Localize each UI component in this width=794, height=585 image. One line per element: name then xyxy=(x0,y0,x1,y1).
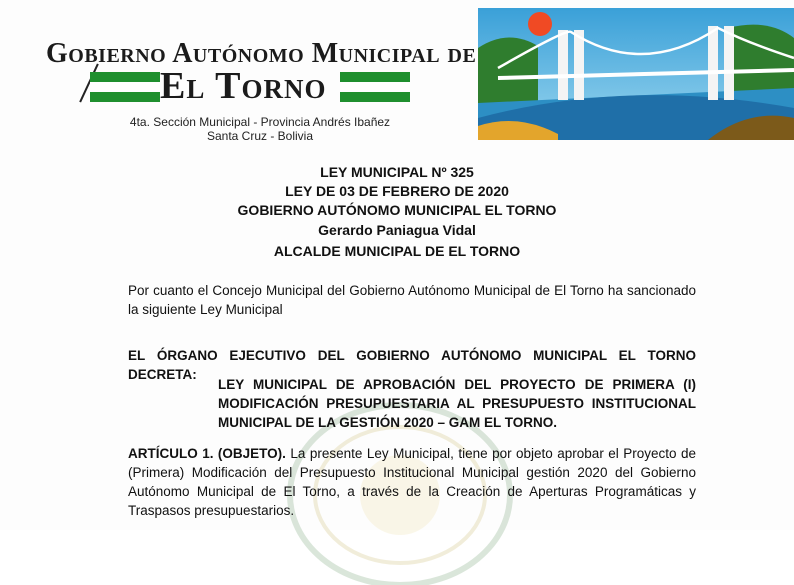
article-1-label: ARTÍCULO 1. (OBJETO). xyxy=(128,446,286,461)
government-name: GOBIERNO AUTÓNOMO MUNICIPAL EL TORNO xyxy=(237,202,557,218)
address-line-2: Santa Cruz - Bolivia xyxy=(206,129,314,143)
bridge-banner-image xyxy=(478,8,794,140)
article-1-text: La presente Ley Municipal, tiene por objeto aprobar el Proyecto de (Primera) Modificación del Presupuesto Institucional Municipal gestión 2020 del Gobierno Autónomo Municipal de El Torno, a través de la Creación de Aperturas Programáticas y Traspasos presupuestarios. xyxy=(128,446,696,518)
article-1-paragraph xyxy=(128,444,696,520)
law-number: LEY MUNICIPAL Nº 325 xyxy=(320,164,474,180)
flag-left-icon xyxy=(90,72,160,102)
decree-heading: EL ÓRGANO EJECUTIVO DEL GOBIERNO AUTÓNOMO MUNICIPAL EL TORNO DECRETA: xyxy=(128,348,696,382)
law-title: LEY MUNICIPAL DE APROBACIÓN DEL PROYECTO DE PRIMERA (I) MODIFICACIÓN PRESUPUESTARIA AL PRESUPUESTO INSTITUCIONAL MUNICIPAL DE LA GESTIÓN 2020 – GAM EL TORNO. xyxy=(218,377,696,430)
municipality-name: Gobierno Autónomo Municipal de xyxy=(46,38,477,69)
mayor-name: Gerardo Paniagua Vidal xyxy=(318,222,476,238)
law-date: LEY DE 03 DE FEBRERO DE 2020 xyxy=(285,183,509,199)
mayor-title: ALCALDE MUNICIPAL DE EL TORNO xyxy=(273,243,521,259)
municipality-subtitle: El Torno xyxy=(160,65,327,107)
flag-right-icon xyxy=(340,72,410,102)
intro-paragraph: Por cuanto el Concejo Municipal del Gobierno Autónomo Municipal de El Torno ha sancionado la siguiente Ley Municipal xyxy=(128,283,696,317)
address-line-1: 4ta. Sección Municipal - Provincia Andrés Ibañez xyxy=(129,115,391,129)
address-block xyxy=(110,115,410,143)
